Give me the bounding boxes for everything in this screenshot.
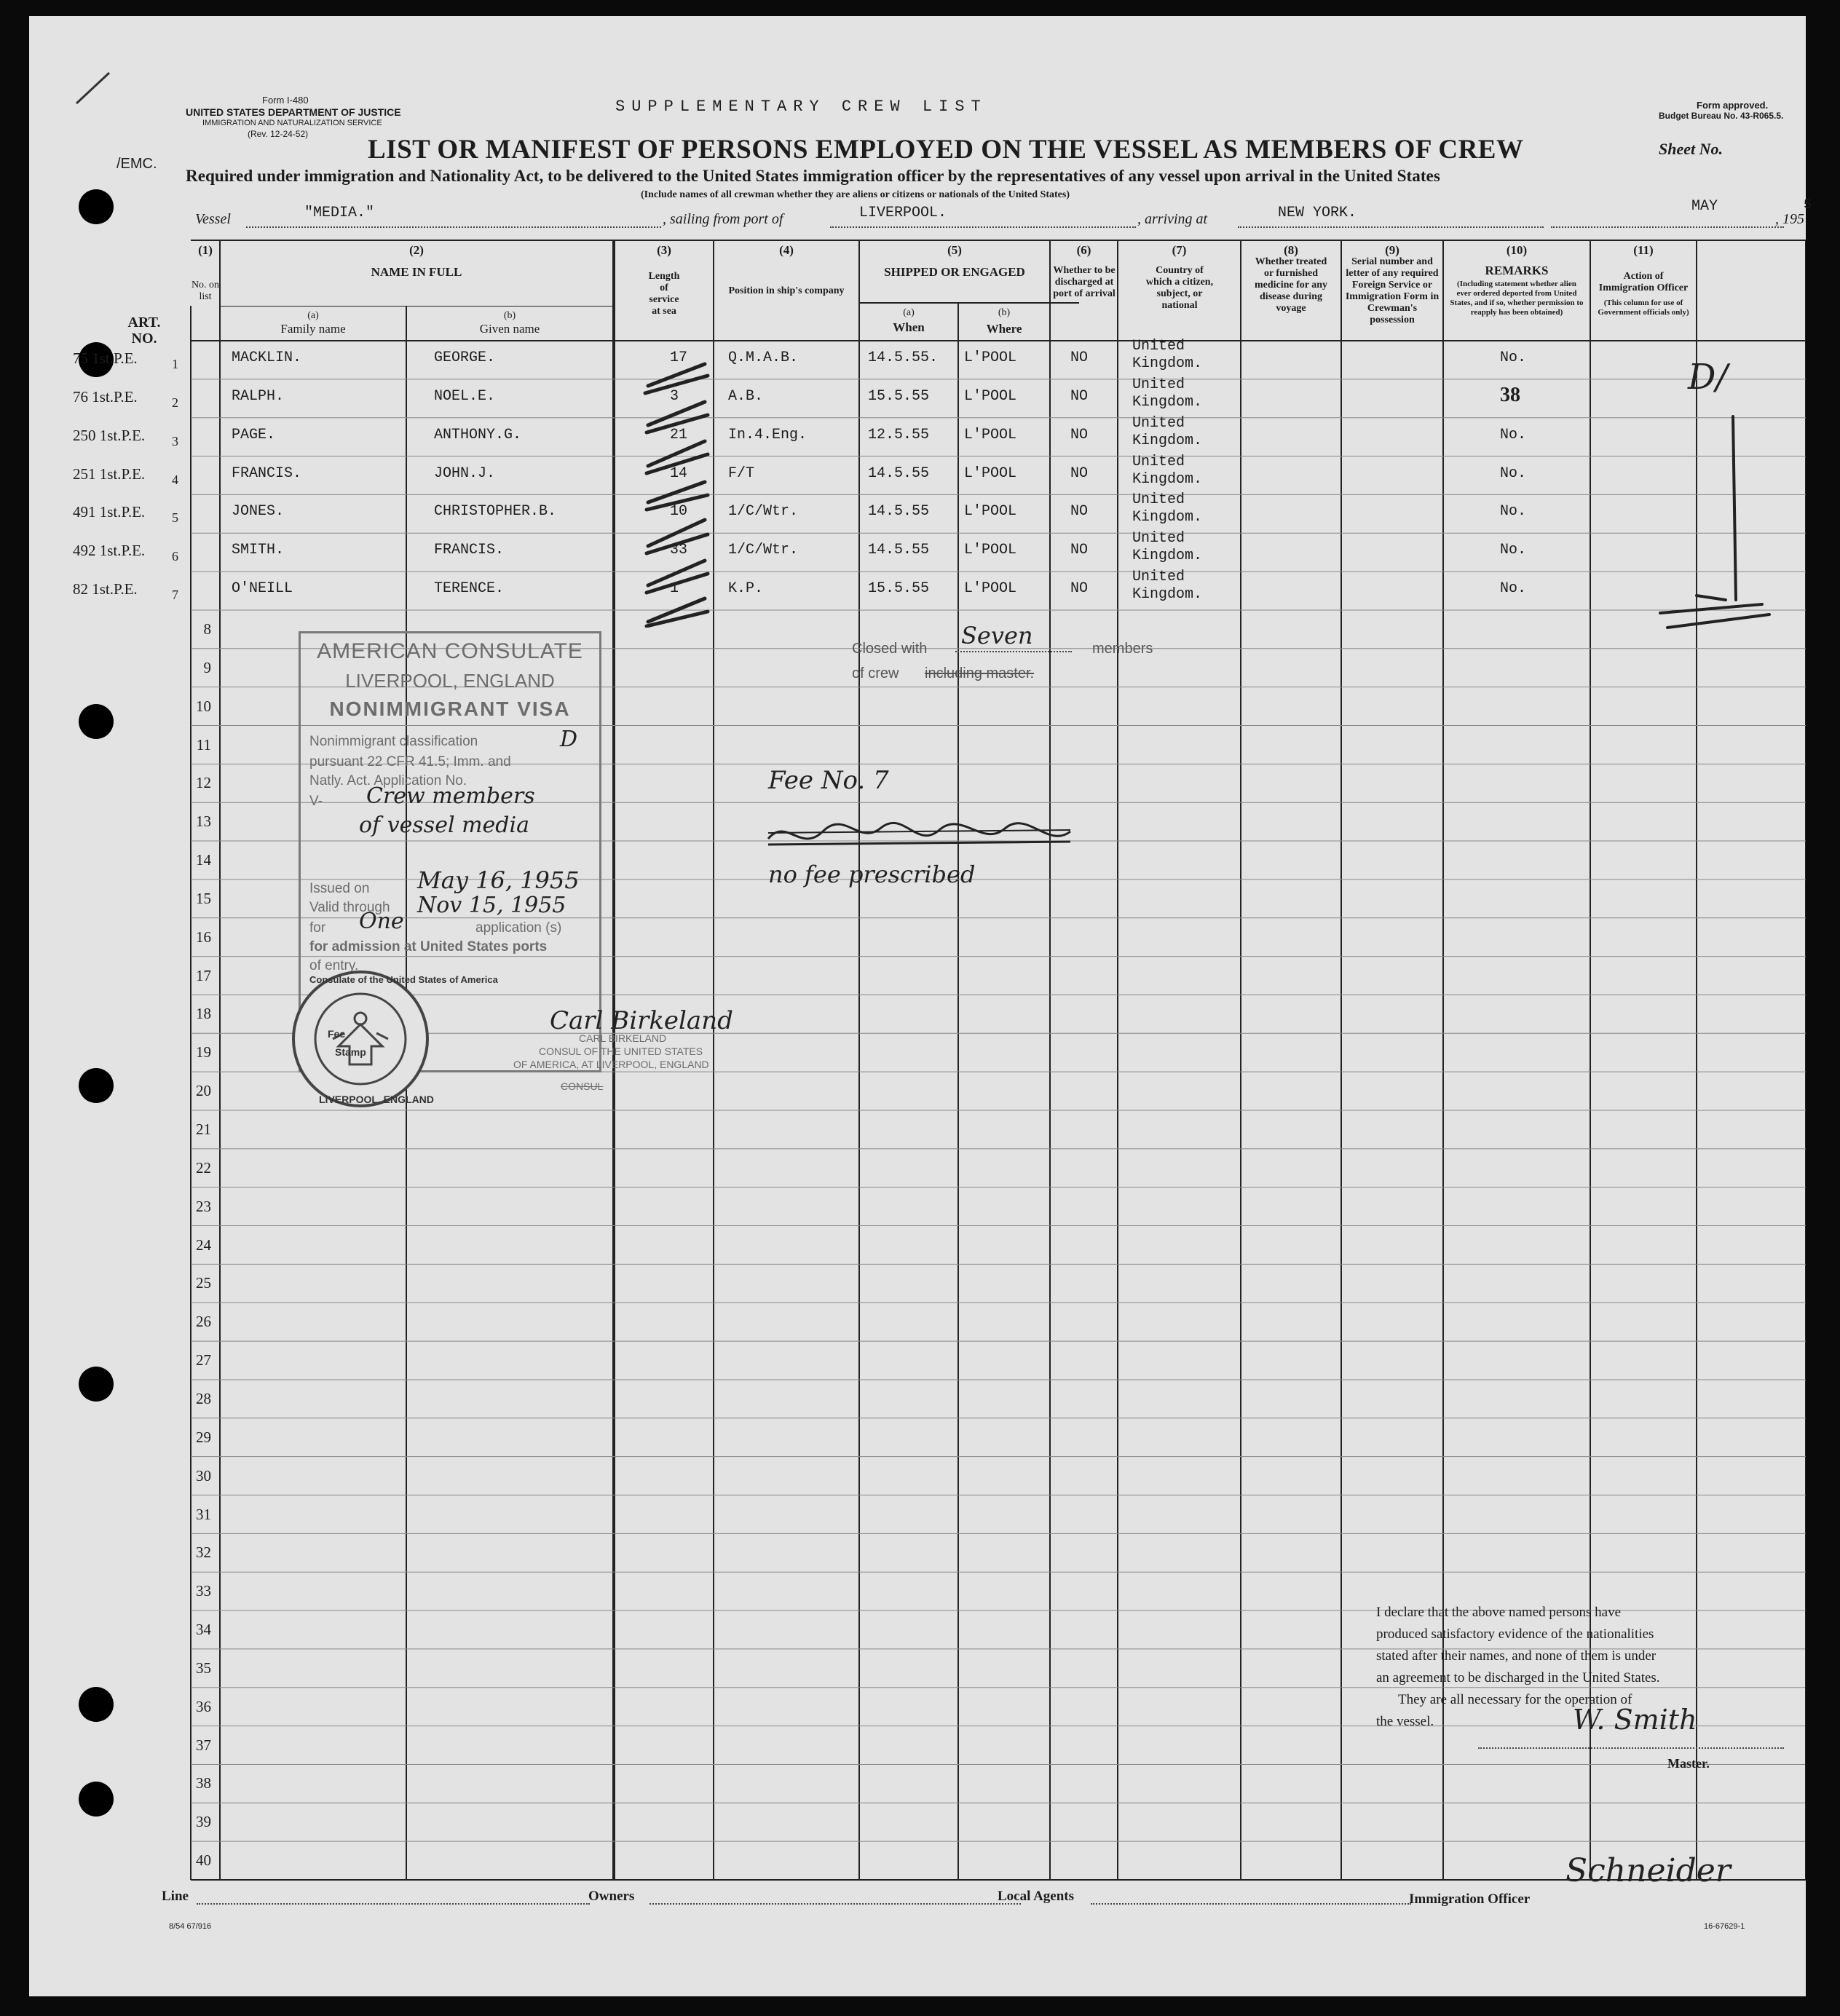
- stamp-issued-date: May 16, 1955: [417, 866, 580, 894]
- ship-position: K.P.: [728, 580, 764, 598]
- col9-number: (9): [1385, 243, 1399, 257]
- family-name: FRANCIS.: [232, 465, 302, 482]
- given-name: FRANCIS.: [434, 542, 505, 559]
- footer-print-code-right: 16-67629-1: [1704, 1922, 1745, 1931]
- row-number: 8: [203, 620, 211, 638]
- vessel-value: "MEDIA.": [304, 205, 375, 221]
- year-digit: 5: [1804, 198, 1812, 213]
- stamp-v-label: V-: [309, 794, 323, 809]
- row-number: 38: [196, 1774, 211, 1792]
- col6-number: (6): [1076, 243, 1091, 257]
- discharged: NO: [1070, 349, 1089, 366]
- declaration-line-3: stated after their names, and none of them is under: [1376, 1648, 1657, 1664]
- stamp-title: AMERICAN CONSULATE: [317, 639, 583, 663]
- col10-note: (Including statement whether alien ever ordered deported from United States, and if so, whether permission to reapply has been obtained): [1450, 280, 1584, 317]
- country-line-1: United: [1132, 569, 1185, 586]
- col1-number: (1): [198, 243, 213, 257]
- col4-header: Position in ship's company: [728, 285, 845, 296]
- length-of-service: 1: [670, 580, 679, 598]
- stamp-valid-label: Valid through: [309, 900, 390, 915]
- seal-fee-label: Fee: [328, 1028, 346, 1040]
- master-signature: W. Smith: [1573, 1704, 1697, 1736]
- given-name: JOHN.J.: [434, 465, 496, 482]
- list-number: 5: [172, 510, 178, 526]
- master-label: Master.: [1667, 1756, 1710, 1771]
- stamp-visa-type: NONIMMIGRANT VISA: [329, 697, 571, 720]
- ship-position: 1/C/Wtr.: [728, 503, 799, 521]
- discharged: NO: [1070, 426, 1089, 443]
- col5a-header: When: [893, 320, 925, 334]
- row-number: 25: [196, 1274, 211, 1292]
- row-number: 37: [196, 1736, 211, 1754]
- row-number: 23: [196, 1197, 211, 1215]
- shipped-when: 12.5.55: [868, 426, 930, 443]
- shipped-where: L'POOL: [964, 426, 1017, 443]
- row-number: 39: [196, 1813, 211, 1831]
- col11-header: Action of Immigration Officer: [1598, 271, 1689, 293]
- remarks: No.: [1500, 426, 1527, 443]
- country-line-1: United: [1132, 376, 1185, 393]
- subtitle-note: (Include names of all crewman whether they are aliens or citizens or nationals of the United States): [641, 189, 1070, 200]
- length-strike-marks: [641, 358, 728, 628]
- shipped-when: 14.5.55: [868, 503, 930, 521]
- shipped-where: L'POOL: [964, 503, 1017, 521]
- row-number: 14: [196, 851, 211, 869]
- list-number: 6: [172, 549, 178, 564]
- col8-number: (8): [1284, 243, 1298, 257]
- country-line-2: Kingdom.: [1132, 548, 1203, 565]
- consul-signature: Carl Birkeland: [550, 1006, 733, 1035]
- art-number-label: ART. NO.: [127, 315, 161, 347]
- footer-print-code-left: 8/54 67/916: [169, 1922, 212, 1931]
- shipped-where: L'POOL: [964, 465, 1017, 482]
- stamp-entry: of entry.: [309, 958, 359, 973]
- col3-header: Length of service at sea: [648, 271, 680, 317]
- length-of-service: 14: [670, 465, 688, 482]
- col2a-header: Family name: [280, 322, 346, 336]
- of-crew-label: of crew: [852, 665, 899, 681]
- stamp-issued-label: Issued on: [309, 881, 370, 896]
- remarks: No.: [1500, 465, 1527, 482]
- discharged: NO: [1070, 387, 1089, 405]
- col5b-header: Where: [986, 322, 1022, 336]
- arriving-value: NEW YORK.: [1278, 205, 1357, 221]
- discharged: NO: [1070, 503, 1089, 521]
- country-line-2: Kingdom.: [1132, 393, 1203, 411]
- manifest-sheet: [29, 16, 1812, 1996]
- list-number: 4: [172, 472, 178, 487]
- col8-header: Whether treated or furnished medicine for any disease during voyage: [1254, 256, 1328, 314]
- including-master-struck: including master.: [925, 665, 1035, 681]
- budget-bureau: Budget Bureau No. 43-R065.5.: [1659, 111, 1784, 121]
- fee-number: Fee No. 7: [768, 766, 889, 795]
- row-number: 32: [196, 1543, 211, 1562]
- ship-position: In.4.Eng.: [728, 426, 808, 443]
- shipped-when: 14.5.55: [868, 465, 930, 482]
- family-name: RALPH.: [232, 387, 285, 405]
- form-number: Form I-480: [262, 95, 309, 106]
- row-number: 40: [196, 1851, 211, 1870]
- stamp-act: Natly. Act. Application No.: [309, 773, 467, 788]
- country-line-2: Kingdom.: [1132, 470, 1203, 488]
- discharged: NO: [1070, 465, 1089, 482]
- shipped-where: L'POOL: [964, 542, 1017, 559]
- col1-header: No. on list: [191, 280, 220, 302]
- ship-position: 1/C/Wtr.: [728, 542, 799, 559]
- page-title: LIST OR MANIFEST OF PERSONS EMPLOYED ON THE VESSEL AS MEMBERS OF CREW: [368, 135, 1524, 165]
- col3-number: (3): [657, 243, 671, 257]
- officer-bracket-mark: [1653, 409, 1784, 649]
- country-line-1: United: [1132, 338, 1185, 355]
- row-number: 10: [196, 697, 211, 715]
- list-number: 2: [172, 395, 178, 410]
- country-line-1: United: [1132, 414, 1185, 432]
- art-number: 76 1st.P.E.: [73, 387, 138, 406]
- stamp-classification: Nonimmigrant classification: [309, 734, 478, 749]
- family-name: O'NEILL: [232, 580, 293, 598]
- seal-fee: Stamp: [335, 1046, 366, 1058]
- row-number: 18: [196, 1005, 211, 1023]
- year-prefix: , 195: [1775, 211, 1804, 227]
- col2b-header: Given name: [479, 322, 540, 336]
- art-number: 75 1st.P.E.: [73, 349, 138, 367]
- shipped-when: 14.5.55: [868, 542, 930, 559]
- shipped-where: L'POOL: [964, 349, 1017, 366]
- given-name: TERENCE.: [434, 580, 505, 598]
- stamp-vessel-media: of vessel media: [359, 813, 529, 838]
- stamp-pursuant: pursuant 22 CFR 41.5; Imm. and: [309, 754, 511, 770]
- remarks: No.: [1500, 542, 1527, 559]
- consul-title-3: CONSUL: [561, 1080, 604, 1092]
- col2a-letter: (a): [307, 310, 319, 321]
- declaration-line-5: They are all necessary for the operation of: [1398, 1692, 1632, 1707]
- remarks: No.: [1500, 503, 1527, 521]
- art-number: 492 1st.P.E.: [73, 542, 146, 560]
- given-name: GEORGE.: [434, 349, 496, 366]
- col7-header: Country of which a citizen, subject, or national: [1145, 265, 1214, 311]
- col2-header: NAME IN FULL: [371, 265, 462, 279]
- members-label: members: [1092, 641, 1153, 657]
- declaration-line-6: the vessel.: [1376, 1714, 1434, 1729]
- row-number: 20: [196, 1082, 211, 1100]
- row-number: 34: [196, 1621, 211, 1639]
- row-number: 13: [196, 813, 211, 831]
- country-line-2: Kingdom.: [1132, 586, 1203, 604]
- given-name: ANTHONY.G.: [434, 426, 522, 443]
- row-number: 15: [196, 889, 211, 907]
- row-number: 11: [196, 735, 211, 754]
- remarks: No.: [1500, 580, 1527, 598]
- family-name: JONES.: [232, 503, 285, 521]
- col11-note: (This column for use of Government officials only): [1598, 299, 1689, 317]
- stamp-valid-date: Nov 15, 1955: [417, 893, 566, 918]
- col11-number: (11): [1633, 243, 1654, 257]
- stamp-for-value: One: [359, 909, 404, 934]
- row-number: 12: [196, 774, 211, 792]
- consul-title-2: OF AMERICA, AT LIVERPOOL, ENGLAND: [513, 1059, 709, 1070]
- row-number: 22: [196, 1158, 211, 1177]
- officer-mark: D/: [1688, 357, 1728, 398]
- footer-owners-label: Owners: [588, 1889, 635, 1904]
- remarks: No.: [1500, 349, 1527, 366]
- art-number: 251 1st.P.E.: [73, 465, 146, 483]
- art-number: 250 1st.P.E.: [73, 426, 146, 444]
- col2b-letter: (b): [503, 310, 516, 321]
- stamp-for-label: for: [309, 920, 326, 936]
- seal-text: Consulate of the United States of America: [309, 974, 498, 985]
- vessel-label: Vessel: [195, 211, 231, 227]
- col5-number: (5): [947, 243, 962, 257]
- col5a-letter: (a): [903, 307, 915, 318]
- stamp-crew-members: Crew members: [366, 783, 535, 809]
- shipped-when: 15.5.55: [868, 580, 930, 598]
- stamp-classification-mark: D: [560, 727, 578, 752]
- consul-title-1: CONSUL OF THE UNITED STATES: [539, 1045, 703, 1057]
- row-number: 17: [196, 966, 211, 984]
- country-line-1: United: [1132, 491, 1185, 509]
- row-number: 9: [203, 658, 211, 676]
- declaration-line-1: I declare that the above named persons have: [1376, 1605, 1622, 1620]
- discharged: NO: [1070, 580, 1089, 598]
- row-number: 24: [196, 1236, 211, 1254]
- scribbled-line: [765, 817, 1078, 853]
- discharged: NO: [1070, 542, 1089, 559]
- row-number: 36: [196, 1697, 211, 1715]
- sailing-label: , sailing from port of: [663, 211, 783, 227]
- art-number: 491 1st.P.E.: [73, 503, 146, 521]
- row-number: 31: [196, 1505, 211, 1523]
- row-number: 26: [196, 1313, 211, 1331]
- col9-header: Serial number and letter of any required Foreign Service or Immigration Form in Crewman's possession: [1345, 256, 1440, 325]
- row-number: 28: [196, 1389, 211, 1407]
- row-number: 29: [196, 1428, 211, 1446]
- col5-header: SHIPPED OR ENGAGED: [884, 265, 1025, 279]
- row-number: 30: [196, 1466, 211, 1485]
- col10-number: (10): [1506, 243, 1528, 257]
- length-of-service: 10: [670, 503, 688, 521]
- stamp-city: LIVERPOOL, ENGLAND: [345, 670, 555, 692]
- supplementary-label: SUPPLEMENTARY CREW LIST: [615, 98, 987, 116]
- arrival-month: MAY: [1691, 198, 1718, 215]
- consulate-seal-icon: [288, 966, 433, 1112]
- stamp-admission: for admission at United States ports: [309, 939, 548, 954]
- department-name: UNITED STATES DEPARTMENT OF JUSTICE: [186, 106, 401, 118]
- declaration-line-4: an agreement to be discharged in the United States.: [1376, 1670, 1660, 1685]
- service-name: IMMIGRATION AND NATURALIZATION SERVICE: [202, 119, 382, 127]
- col5b-letter: (b): [998, 307, 1011, 318]
- length-of-service: 3: [670, 387, 679, 405]
- no-fee-note: no fee prescribed: [768, 861, 976, 888]
- ship-position: F/T: [728, 465, 755, 482]
- shipped-when: 15.5.55: [868, 387, 930, 405]
- officer-signature: Schneider: [1565, 1852, 1731, 1889]
- closed-count: Seven: [961, 622, 1033, 649]
- sheet-number-label: Sheet No.: [1659, 140, 1723, 158]
- length-of-service: 21: [670, 426, 688, 443]
- row-number: 19: [196, 1043, 211, 1062]
- row-number: 21: [196, 1120, 211, 1138]
- row-number: 35: [196, 1659, 211, 1677]
- country-line-2: Kingdom.: [1132, 509, 1203, 526]
- country-line-2: Kingdom.: [1132, 432, 1203, 449]
- consul-signer: CARL BIRKELAND: [579, 1032, 667, 1044]
- form-revision: (Rev. 12-24-52): [248, 129, 309, 139]
- ship-position: Q.M.A.B.: [728, 349, 799, 366]
- shipped-where: L'POOL: [964, 387, 1017, 405]
- page-subtitle: Required under immigration and Nationality Act, to be delivered to the United States immigration officer by the representatives of any vessel upon arrival in the United States: [186, 167, 1440, 186]
- row-number: 33: [196, 1582, 211, 1600]
- col6-header: Whether to be discharged at port of arrival: [1053, 265, 1116, 299]
- given-name: NOEL.E.: [434, 387, 496, 405]
- country-line-1: United: [1132, 530, 1185, 548]
- art-number: 82 1st.P.E.: [73, 580, 138, 598]
- list-number: 3: [172, 433, 178, 448]
- country-line-1: United: [1132, 453, 1185, 470]
- col10-header: REMARKS: [1485, 264, 1549, 277]
- list-number: 1: [172, 357, 178, 371]
- seal-city: LIVERPOOL, ENGLAND: [319, 1094, 434, 1105]
- footer-officer-label: Immigration Officer: [1409, 1892, 1531, 1907]
- footer-agents-label: Local Agents: [998, 1889, 1075, 1904]
- footer-line-label: Line: [162, 1889, 189, 1904]
- length-of-service: 17: [670, 349, 688, 366]
- family-name: MACKLIN.: [232, 349, 302, 366]
- remarks: 38: [1500, 383, 1520, 406]
- row-number: 27: [196, 1351, 211, 1369]
- ship-position: A.B.: [728, 387, 764, 405]
- declaration-line-2: produced satisfactory evidence of the nationalities: [1376, 1626, 1654, 1642]
- form-approved: Form approved.: [1697, 100, 1769, 111]
- row-number: 16: [196, 928, 211, 946]
- arriving-label: , arriving at: [1137, 211, 1208, 227]
- col2-number: (2): [409, 243, 424, 257]
- given-name: CHRISTOPHER.B.: [434, 503, 557, 521]
- length-of-service: 33: [670, 542, 688, 559]
- margin-mark: /EMC.: [117, 156, 157, 172]
- closed-with-label: Closed with: [852, 641, 928, 657]
- family-name: PAGE.: [232, 426, 276, 443]
- shipped-where: L'POOL: [964, 580, 1017, 598]
- list-number: 7: [172, 588, 178, 603]
- stamp-application: application (s): [475, 920, 562, 936]
- country-line-2: Kingdom.: [1132, 355, 1203, 372]
- col4-number: (4): [779, 243, 794, 257]
- family-name: SMITH.: [232, 542, 285, 559]
- col7-number: (7): [1172, 243, 1187, 257]
- port-value: LIVERPOOL.: [859, 205, 947, 221]
- shipped-when: 14.5.55.: [868, 349, 939, 366]
